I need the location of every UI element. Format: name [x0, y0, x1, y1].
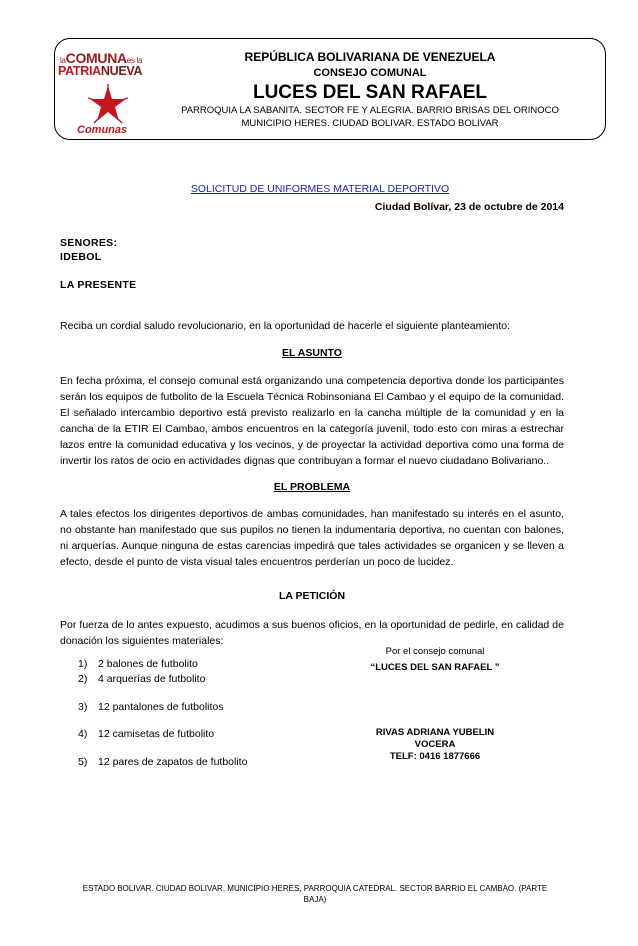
signature-role: VOCERA	[414, 739, 456, 750]
footer-line2: BAJA)	[303, 895, 327, 904]
page-footer	[60, 883, 570, 905]
section-title-peticion: LA PETICIÓN	[278, 590, 346, 602]
logo-text-bottom: Comunas	[77, 124, 128, 136]
header-address-line2: MUNICIPIO HERES. CIUDAD BOLIVAR. ESTADO BOLIVAR	[241, 118, 499, 129]
letter-date: Ciudad Bolívar, 23 de octubre de 2014	[374, 201, 564, 213]
list-item: 2) 4 arquerías de futbolito	[78, 673, 206, 685]
salutation-label: SENORES:	[60, 237, 118, 249]
header-address-line1: PARROQUIA LA SABANITA. SECTOR FE Y ALEGRIA. BARRIO BRISAS DEL ORINOCO	[181, 105, 559, 116]
section-title-problema: EL PROBLEMA	[273, 481, 351, 493]
logo-text-top: laCOMUNAes la	[60, 50, 143, 66]
problema-paragraph: A tales efectos los dirigentes deportivos de ambas comunidades, han manifestado su interés en el asunto, no obstante han manifestado que sus pupilos no tienen la indumentaria deportiva, no cuentan con balones, ni arquerías. Aunque ninguna de estas carencias impedirá que tales actividades se organicen y se lleven a efecto, desde el punto de vista visual tales encuentros perderían un poco de lucidez.	[60, 508, 564, 568]
greeting-paragraph: Reciba un cordial saludo revolucionario, en la oportunidad de hacerle el siguiente planteamiento:	[60, 320, 511, 332]
list-item: 4) 12 camisetas de futbolito	[78, 728, 215, 740]
signature-org: “LUCES DEL SAN RAFAEL ”	[370, 662, 500, 673]
signature-phone: TELF: 0416 1877666	[389, 751, 481, 762]
list-item: 1) 2 balones de futbolito	[78, 658, 198, 670]
star-logo-icon	[86, 84, 130, 124]
subject-link[interactable]: SOLICITUD DE UNIFORMES MATERIAL DEPORTIVO	[190, 183, 450, 195]
list-item: 3) 12 pantalones de futbolitos	[78, 701, 224, 713]
signature-name: RIVAS ADRIANA YUBELIN	[375, 727, 495, 738]
header-title: LUCES DEL SAN RAFAEL	[252, 82, 487, 103]
header-council: CONSEJO COMUNAL	[313, 67, 427, 79]
list-item: 5) 12 pares de zapatos de futbolito	[78, 756, 248, 768]
logo-text-middle: PATRIANUEVA	[58, 64, 143, 78]
signature-intro: Por el consejo comunal	[385, 646, 485, 657]
header-country: REPÚBLICA BOLIVARIANA DE VENEZUELA	[244, 50, 496, 64]
peticion-paragraph: Por fuerza de lo antes expuesto, acudimos a sus buenos oficios, en la oportunidad de pedirle, en calidad de donación los siguientes materiales:	[60, 619, 564, 647]
la-presente-label: LA PRESENTE	[60, 279, 137, 291]
section-title-asunto: EL ASUNTO	[282, 347, 342, 359]
recipient-name: IDEBOL	[60, 251, 102, 263]
footer-line1: ESTADO BOLIVAR. CIUDAD BOLIVAR. MUNICIPIO HERES, PARROQUIA CATEDRAL. SECTOR BARRIO EL CAMBAO. (PARTE	[82, 884, 548, 893]
asunto-paragraph: En fecha próxima, el consejo comunal está organizando una competencia deportiva donde los participantes serán los equipos de futbolito de la Escuela Técnica Robinsoniana El Cambao y el equipo de la comunidad. El señalado intercambio deportivo está previsto realizarlo en la cancha múltiple de la comunidad y en la cancha de la ETIR El Cambao, ambos encuentros en la categoría juvenil, todo esto con miras a estrechar lazos entre la comunidad educativa y los vecinos, y de proyectar la actividad deportiva como una forma de invertir los ratos de ocio en actividades dignas que contribuyan a formar el nuevo ciudadano Bolivariano..	[60, 375, 564, 467]
